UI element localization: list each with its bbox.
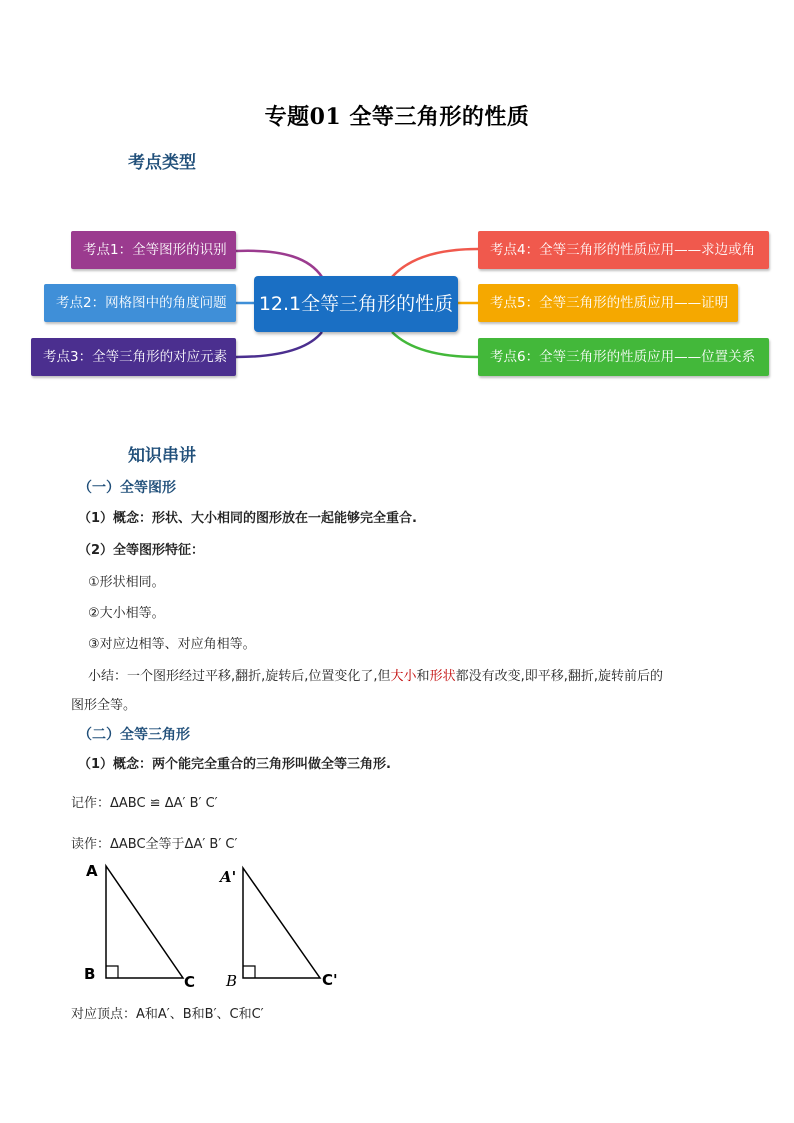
feature-item-1: ①形状相同。 xyxy=(88,575,165,590)
mindmap-node-topic-2: 考点2：网格图中的角度问题 xyxy=(44,284,236,322)
mindmap-node-topic-6: 考点6：全等三角形的性质应用——位置关系 xyxy=(478,338,769,376)
part1-features-title: （2）全等图形特征： xyxy=(78,543,205,558)
vertex-label-c: C xyxy=(184,973,196,991)
mindmap-node-topic-4: 考点4：全等三角形的性质应用——求边或角 xyxy=(478,231,769,269)
mindmap-node-topic-3: 考点3：全等三角形的对应元素 xyxy=(31,338,236,376)
triangle-a-prime-b-prime-c-prime xyxy=(243,868,320,978)
connector-topic-6 xyxy=(392,332,478,357)
vertex-label-b-prime: B xyxy=(226,972,238,990)
part2-heading: （二）全等三角形 xyxy=(78,727,190,743)
congruent-triangles-figure xyxy=(78,858,378,994)
notation-line: 记作：ΔABC ≌ ΔA′ B′ C′ xyxy=(71,796,218,811)
mindmap-node-topic-5: 考点5：全等三角形的性质应用——证明 xyxy=(478,284,738,322)
vertex-label-c-prime: C' xyxy=(322,971,338,989)
corresponding-vertices-line: 对应顶点：A和A′、B和B′、C和C′ xyxy=(71,1007,264,1022)
part2-concept: （1）概念：两个能完全重合的三角形叫做全等三角形. xyxy=(78,757,391,772)
feature-item-2: ②大小相等。 xyxy=(88,606,165,621)
summary-highlight-shape: 形状 xyxy=(429,669,456,684)
connector-topic-3 xyxy=(236,332,322,357)
section-heading-exam-types: 考点类型 xyxy=(128,153,196,173)
mindmap-center-node: 12.1全等三角形的性质 xyxy=(254,276,458,332)
section-heading-knowledge: 知识串讲 xyxy=(128,446,196,466)
part1-concept: （1）概念：形状、大小相同的图形放在一起能够完全重合. xyxy=(78,511,417,526)
connector-topic-4 xyxy=(392,249,478,277)
summary-line-2: 图形全等。 xyxy=(71,698,137,713)
summary-text-c: 和 xyxy=(416,669,430,684)
connector-topic-1 xyxy=(236,251,322,277)
triangle-abc xyxy=(106,866,183,978)
vertex-label-a-prime: A' xyxy=(220,868,237,886)
feature-item-3: ③对应边相等、对应角相等。 xyxy=(88,637,256,652)
summary-highlight-size: 大小 xyxy=(390,669,417,684)
part1-heading: （一）全等图形 xyxy=(78,480,176,496)
reading-line: 读作：ΔABC全等于ΔA′ B′ C′ xyxy=(71,837,238,852)
summary-text-a: 小结：一个图形经过平移,翻折,旋转后,位置变化了,但 xyxy=(88,669,391,684)
summary-line xyxy=(88,665,663,684)
vertex-label-b: B xyxy=(84,965,96,983)
summary-text-e: 都没有改变,即平移,翻折,旋转前后的 xyxy=(455,669,663,684)
mindmap-node-topic-1: 考点1：全等图形的识别 xyxy=(71,231,236,269)
page-title: 专题01 全等三角形的性质 xyxy=(264,104,530,130)
vertex-label-a: A xyxy=(86,862,98,880)
